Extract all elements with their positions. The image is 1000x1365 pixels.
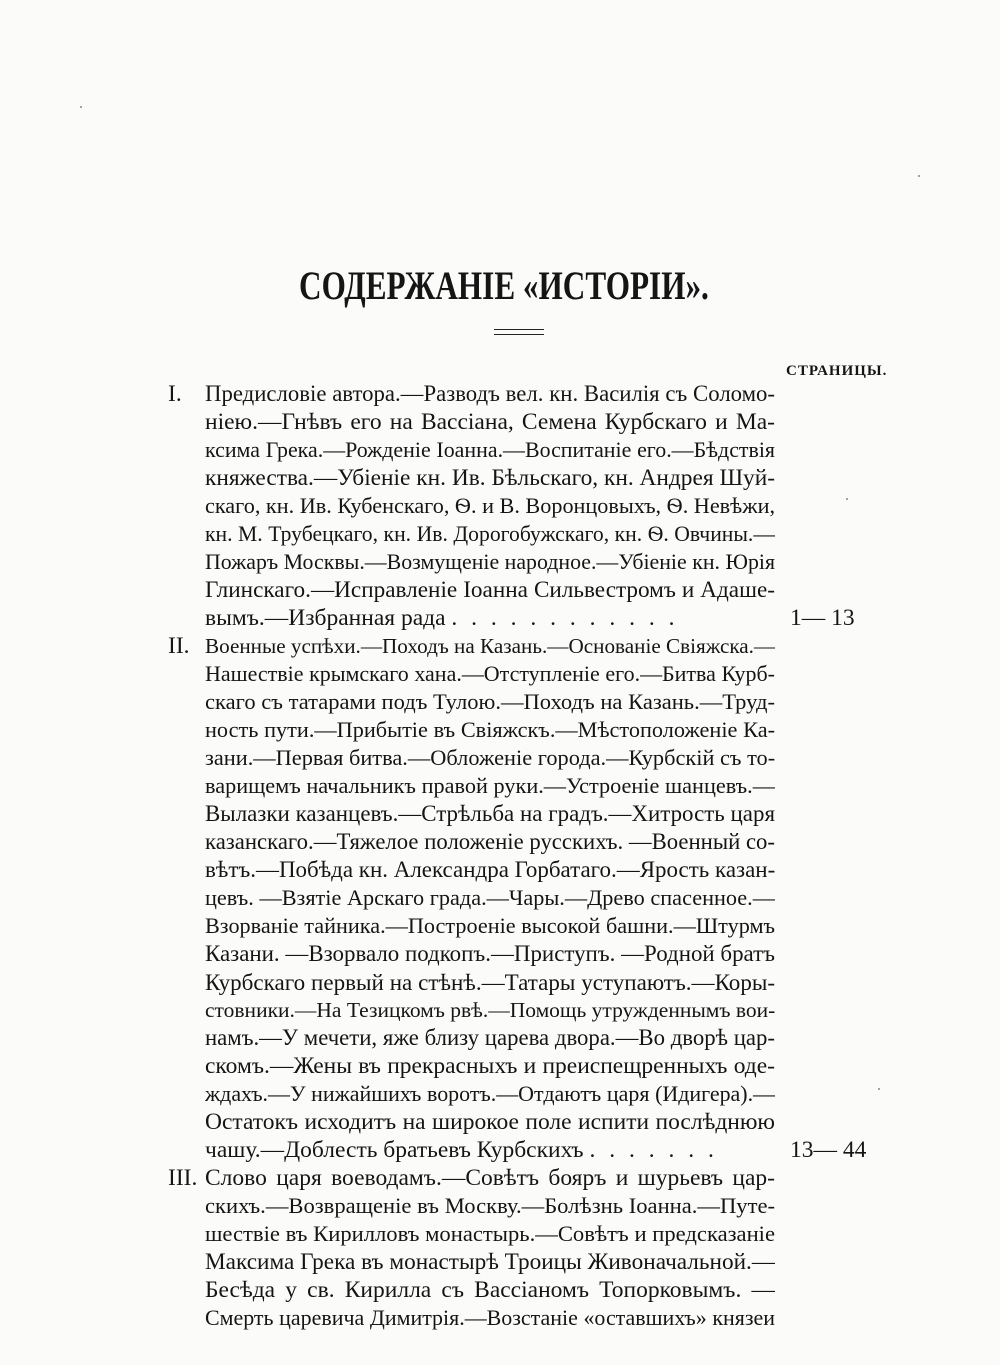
leader-dots: . . . . . . . bbox=[589, 1137, 718, 1163]
section-number: II. bbox=[168, 633, 190, 659]
pages-column-header: СТРАНИЦЫ. bbox=[786, 363, 888, 379]
toc-line: Остатокъ исходитъ на широкое поле испити послѣднюю bbox=[205, 1109, 775, 1135]
toc-line: намъ.—У мечети, яже близу царева двора.—Во дворѣ цар- bbox=[205, 1025, 775, 1050]
toc-line: Курбскаго первый на стѣнѣ.—Татары уступаютъ.—Коры- bbox=[205, 969, 775, 995]
scan-speck bbox=[918, 175, 920, 177]
toc-line: Бесѣда у св. Кирилла съ Вассіаномъ Топорковымъ. — bbox=[205, 1277, 775, 1303]
toc-line: ждахъ.—У нижайшихъ воротъ.—Отдаютъ царя (Идигера).— bbox=[205, 1081, 775, 1106]
page-title: СОДЕРЖАНІЕ «ИСТОРІИ». bbox=[299, 263, 709, 308]
toc-line: ніею.—Гнѣвъ его на Вассіана, Семена Курбскаго и Ма- bbox=[205, 409, 775, 435]
page-range: 13— 44 bbox=[790, 1137, 867, 1163]
toc-line: казанскаго.—Тяжелое положеніе русскихъ. —Военный со- bbox=[205, 829, 775, 854]
toc-line: Нашествіе крымскаго хана.—Отступленіе его.—Битва Курб- bbox=[205, 661, 775, 686]
toc-line: Вылазки казанцевъ.—Стрѣльба на градъ.—Хитрость царя bbox=[205, 801, 775, 826]
title-rule bbox=[494, 329, 544, 330]
toc-line: варищемъ начальникъ правой руки.—Устроеніе шанцевъ.— bbox=[205, 773, 775, 798]
toc-line: Слово царя воеводамъ.—Совѣтъ бояръ и шурьевъ цар- bbox=[205, 1165, 775, 1191]
scan-speck bbox=[80, 106, 82, 108]
toc-line: Предисловіе автора.—Разводъ вел. кн. Василія съ Соломо- bbox=[205, 381, 775, 406]
title-rule bbox=[494, 334, 544, 335]
page-range: 1— 13 bbox=[790, 605, 855, 631]
toc-line: скихъ.—Возвращеніе въ Москву.—Болѣзнь Іоанна.—Путе- bbox=[205, 1193, 775, 1218]
toc-line: Пожаръ Москвы.—Возмущеніе народное.—Убіеніе кн. Юрія bbox=[205, 550, 775, 574]
toc-line: Взорваніе тайника.—Построеніе высокой башни.—Штурмъ bbox=[205, 913, 775, 938]
toc-line: шествіе въ Кирилловъ монастырь.—Совѣтъ и предсказаніе bbox=[205, 1221, 775, 1246]
section-number: III. bbox=[168, 1165, 198, 1191]
toc-line: цевъ. —Взятіе Арскаго града.—Чары.—Древо спасенное.— bbox=[205, 885, 775, 910]
toc-line: княжества.—Убіеніе кн. Ив. Бѣльскаго, кн. Андрея Шуй- bbox=[205, 465, 775, 491]
toc-line-text: вымъ.—Избранная рада bbox=[205, 605, 446, 631]
toc-line: скомъ.—Жены въ прекрасныхъ и преиспещренныхъ оде- bbox=[205, 1053, 775, 1079]
toc-line: кн. М. Трубецкаго, кн. Ив. Дорогобужскаго, кн. Ѳ. Овчины.— bbox=[205, 522, 775, 546]
toc-line: Глинскаго.—Исправленіе Іоанна Сильвестромъ и Адаше- bbox=[205, 577, 775, 603]
toc-line-text: чашу.—Доблесть братьевъ Курбскихъ bbox=[205, 1137, 584, 1163]
toc-line: Смерть царевича Димитрія.—Возстаніе «оставшихъ» князеи bbox=[205, 1305, 775, 1330]
scan-speck bbox=[846, 498, 848, 500]
toc-line: ность пути.—Прибытіе въ Свіяжскъ.—Мѣстоположеніе Ка- bbox=[205, 717, 775, 742]
toc-line-last bbox=[205, 1136, 775, 1164]
toc-line: Максима Грека въ монастырѣ Троицы Живоначальной.— bbox=[205, 1249, 775, 1275]
toc-line: вѣтъ.—Побѣда кн. Александра Горбатаго.—Ярость казан- bbox=[205, 857, 775, 882]
toc-line: скаго съ татарами подъ Тулою.—Походъ на Казань.—Труд- bbox=[205, 689, 775, 714]
toc-line: ксима Грека.—Рожденіе Іоанна.—Воспитаніе его.—Бѣдствія bbox=[205, 437, 775, 462]
leader-dots: . . . . . . . . . . . . bbox=[451, 605, 679, 631]
scan-speck bbox=[878, 1088, 880, 1090]
toc-line: Казани. —Взорвало подкопъ.—Приступъ. —Родной братъ bbox=[205, 941, 775, 966]
toc-line-last bbox=[205, 604, 775, 632]
toc-line: Военные успѣхи.—Походъ на Казань.—Основаніе Свіяжска.— bbox=[205, 634, 775, 658]
section-number: I. bbox=[168, 381, 182, 407]
toc-line: зани.—Первая битва.—Обложеніе города.—Курбскій съ то- bbox=[205, 745, 775, 770]
toc-line: стовники.—На Тезицкомъ рвѣ.—Помощь утружденнымъ вои- bbox=[205, 998, 775, 1022]
toc-line: скаго, кн. Ив. Кубенскаго, Ѳ. и В. Воронцовыхъ, Ѳ. Невѣжи, bbox=[205, 493, 775, 518]
